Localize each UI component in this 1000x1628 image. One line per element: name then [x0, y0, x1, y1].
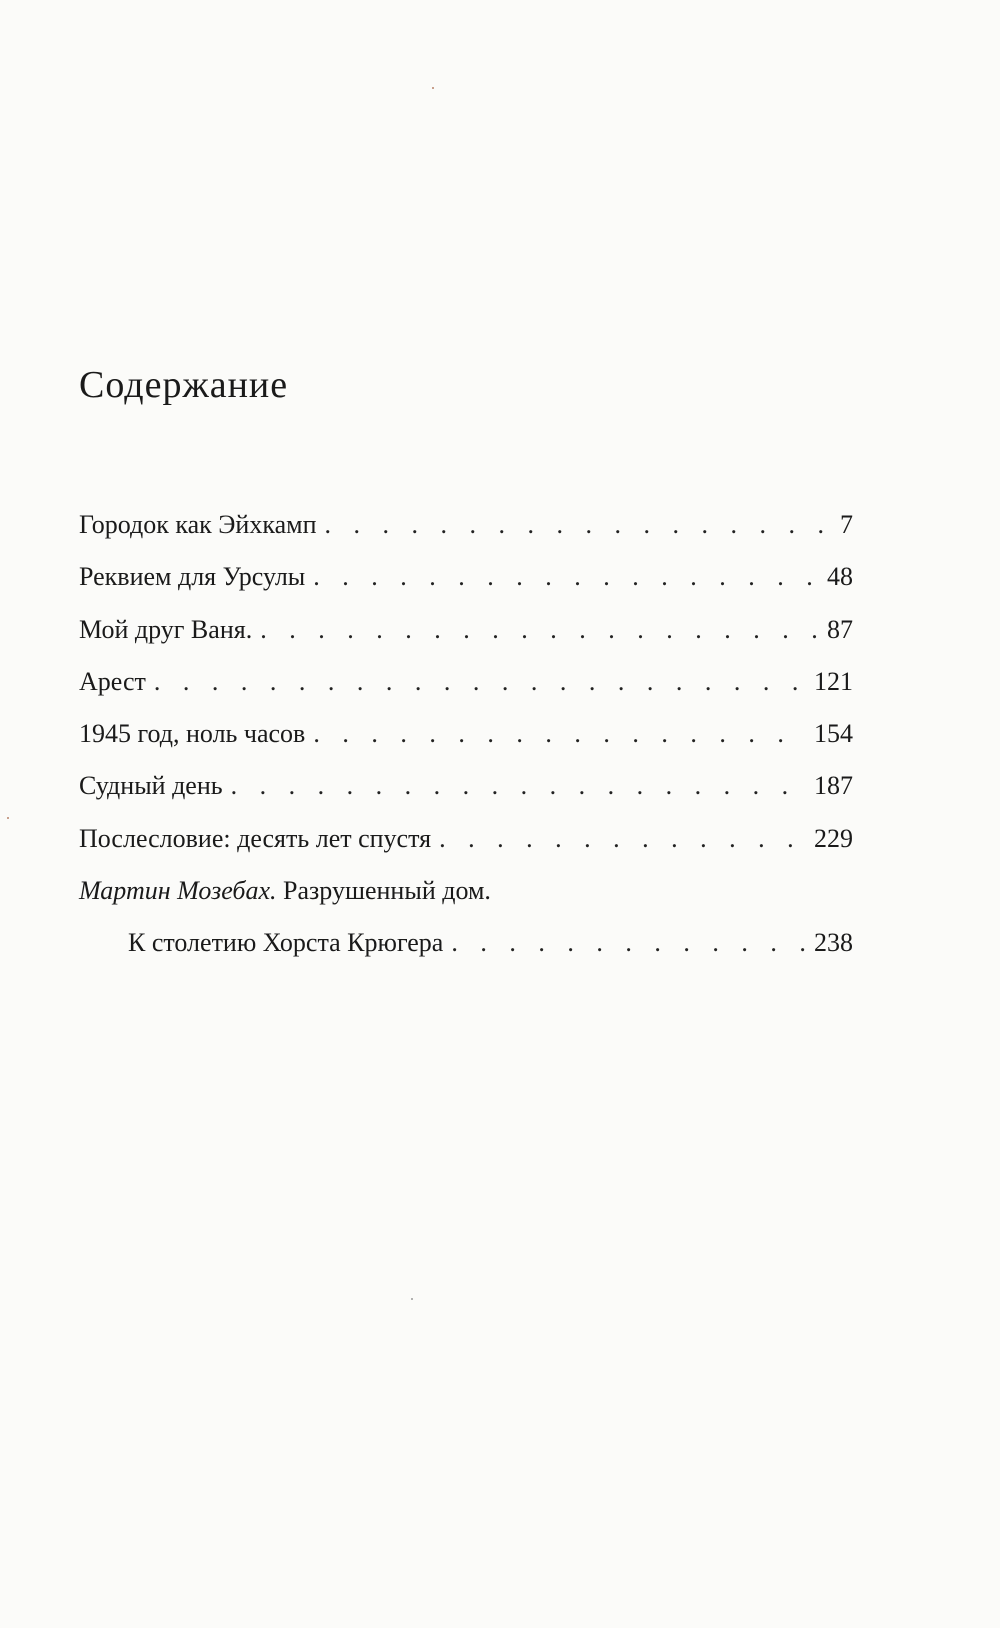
toc-entry-page: 154 — [814, 719, 853, 749]
toc-title: Содержание — [79, 364, 289, 406]
toc-entry-page: 121 — [814, 666, 853, 696]
toc-dot-leader — [451, 921, 808, 965]
toc-entry-essay-title: Разрушенный дом. — [283, 876, 491, 906]
toc-dot-leader — [313, 555, 821, 599]
toc-entry — [79, 817, 853, 869]
toc-entry-subtitle: К столетию Хорста Крюгера — [128, 928, 444, 958]
toc-entry-label: Судный день — [79, 771, 223, 801]
toc-entry-page: 229 — [814, 823, 853, 853]
toc-entry-page: 238 — [814, 928, 853, 958]
toc-dot-leader — [313, 712, 808, 756]
toc-entry-page: 48 — [827, 562, 853, 592]
toc-entry-essay-first-line — [79, 869, 853, 921]
table-of-contents — [79, 503, 853, 974]
toc-entry-page: 187 — [814, 771, 853, 801]
toc-dot-leader — [439, 817, 808, 861]
toc-dot-leader — [260, 608, 821, 652]
paper-speck — [411, 1298, 413, 1300]
toc-entry-label — [79, 869, 491, 913]
toc-entry-author: Мартин Мозебах. — [79, 876, 277, 906]
toc-entry — [79, 712, 853, 764]
toc-entry — [79, 764, 853, 816]
toc-entry — [79, 608, 853, 660]
toc-entry-label: Послесловие: десять лет спустя — [79, 823, 432, 853]
toc-entry-page: 7 — [840, 510, 853, 539]
toc-entry — [79, 555, 853, 607]
toc-dot-leader — [325, 503, 835, 547]
toc-dot-leader — [154, 660, 808, 704]
paper-speck — [432, 87, 434, 89]
toc-entry-page: 87 — [827, 614, 853, 644]
toc-entry-label: Мой друг Ваня. — [79, 614, 253, 644]
toc-entry-label: Реквием для Урсулы — [79, 562, 306, 592]
toc-entry-label: 1945 год, ноль часов — [79, 719, 306, 749]
toc-entry — [79, 503, 853, 555]
toc-dot-leader — [231, 764, 808, 808]
toc-entry-label: Арест — [79, 666, 146, 696]
toc-entry-label: Городок как Эйхкамп — [79, 510, 317, 539]
paper-speck — [7, 817, 9, 819]
toc-entry — [79, 660, 853, 712]
toc-entry-essay-second-line — [79, 921, 853, 973]
